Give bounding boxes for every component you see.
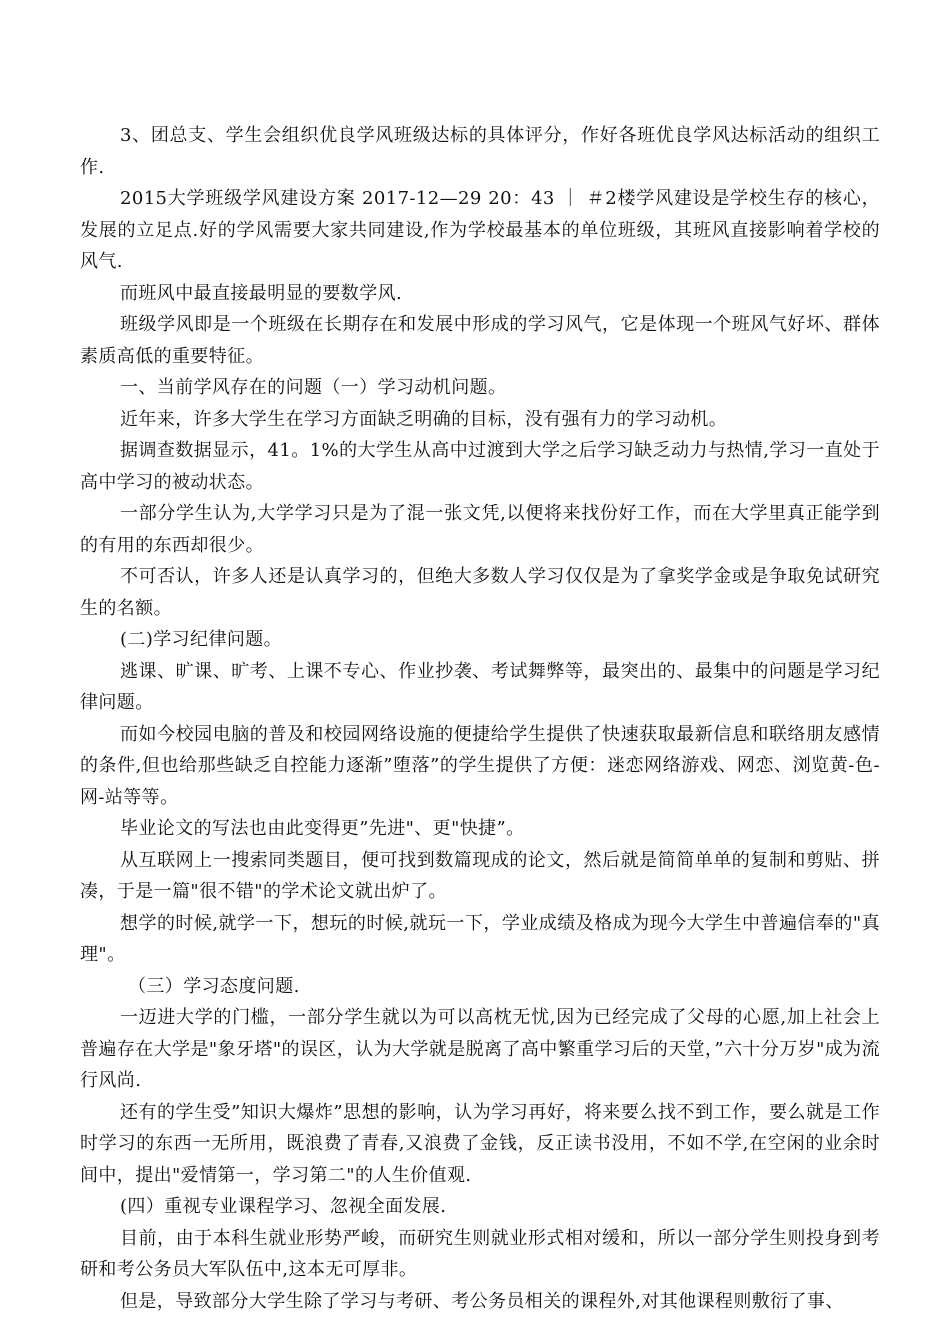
paragraph: 2015大学班级学风建设方案 2017-12—29 20：43 ｜ ＃2楼学风建设是学校生存的核心，发展的立足点.好的学风需要大家共同建设,作为学校最基本的单位班级，其班风直接影响着学校的风气.	[80, 188, 880, 272]
paragraph: 逃课、旷课、旷考、上课不专心、作业抄袭、考试舞弊等，最突出的、最集中的问题是学习纪律问题。	[80, 660, 880, 713]
paragraph: 从互联网上一搜索同类题目，便可找到数篇现成的论文，然后就是简简单单的复制和剪贴、拼凑，于是一篇"很不错"的学术论文就出炉了。	[80, 849, 880, 902]
paragraph: 一迈进大学的门槛，一部分学生就以为可以高枕无忧,因为已经完成了父母的心愿,加上社会上普遍存在大学是"象牙塔"的误区，认为大学就是脱离了高中繁重学习后的天堂，”六十分万岁"成为流行风尚.	[80, 1007, 880, 1091]
paragraph: 而如今校园电脑的普及和校园网络设施的便捷给学生提供了快速获取最新信息和联络朋友感情的条件,但也给那些缺乏自控能力逐渐”堕落”的学生提供了方便：迷恋网络游戏、网恋、浏览黄-色-网-站等等。	[80, 723, 880, 808]
section-heading: (二)学习纪律问题。	[120, 629, 283, 650]
paragraph: 3、团总支、学生会组织优良学风班级达标的具体评分，作好各班优良学风达标活动的组织工作.	[80, 125, 880, 178]
paragraph: 一部分学生认为,大学学习只是为了混一张文凭,以便将来找份好工作，而在大学里真正能学到的有用的东西却很少。	[80, 503, 880, 556]
paragraph: 还有的学生受”知识大爆炸”思想的影响，认为学习再好，将来要么找不到工作，要么就是工作时学习的东西一无所用，既浪费了青春,又浪费了金钱，反正读书没用，不如不学,在空闲的业余时间中，提出"爱情第一，学习第二"的人生价值观.	[80, 1101, 880, 1186]
section-heading: (四）重视专业课程学习、忽视全面发展.	[120, 1196, 447, 1217]
section-heading: （三）学习态度问题.	[128, 975, 300, 997]
paragraph: 想学的时候,就学一下，想玩的时候,就玩一下，学业成绩及格成为现今大学生中普遍信奉的"真理"。	[80, 912, 880, 965]
paragraph: 据调查数据显示，41。1%的大学生从高中过渡到大学之后学习缺乏动力与热情,学习一直处于高中学习的被动状态。	[80, 440, 880, 493]
paragraph: 毕业论文的写法也由此变得更”先进"、更"快捷”。	[120, 818, 525, 839]
section-heading: 一、当前学风存在的问题（一）学习动机问题。	[120, 377, 507, 398]
paragraph: 而班风中最直接最明显的要数学风.	[120, 282, 403, 304]
paragraph: 但是，导致部分大学生除了学习与考研、考公务员相关的课程外,对其他课程则敷衍了事、	[120, 1290, 844, 1312]
paragraph: 班级学风即是一个班级在长期存在和发展中形成的学习风气，它是体现一个班风气好坏、群体素质高低的重要特征。	[80, 314, 880, 367]
paragraph: 近年来，许多大学生在学习方面缺乏明确的目标，没有强有力的学习动机。	[120, 408, 728, 430]
document-body	[80, 120, 880, 1317]
paragraph: 目前，由于本科生就业形势严峻，而研究生则就业形式相对缓和，所以一部分学生则投身到考研和考公务员大军队伍中,这本无可厚非。	[80, 1227, 880, 1280]
paragraph: 不可否认，许多人还是认真学习的，但绝大多数人学习仅仅是为了拿奖学金或是争取免试研究生的名额。	[80, 566, 880, 619]
